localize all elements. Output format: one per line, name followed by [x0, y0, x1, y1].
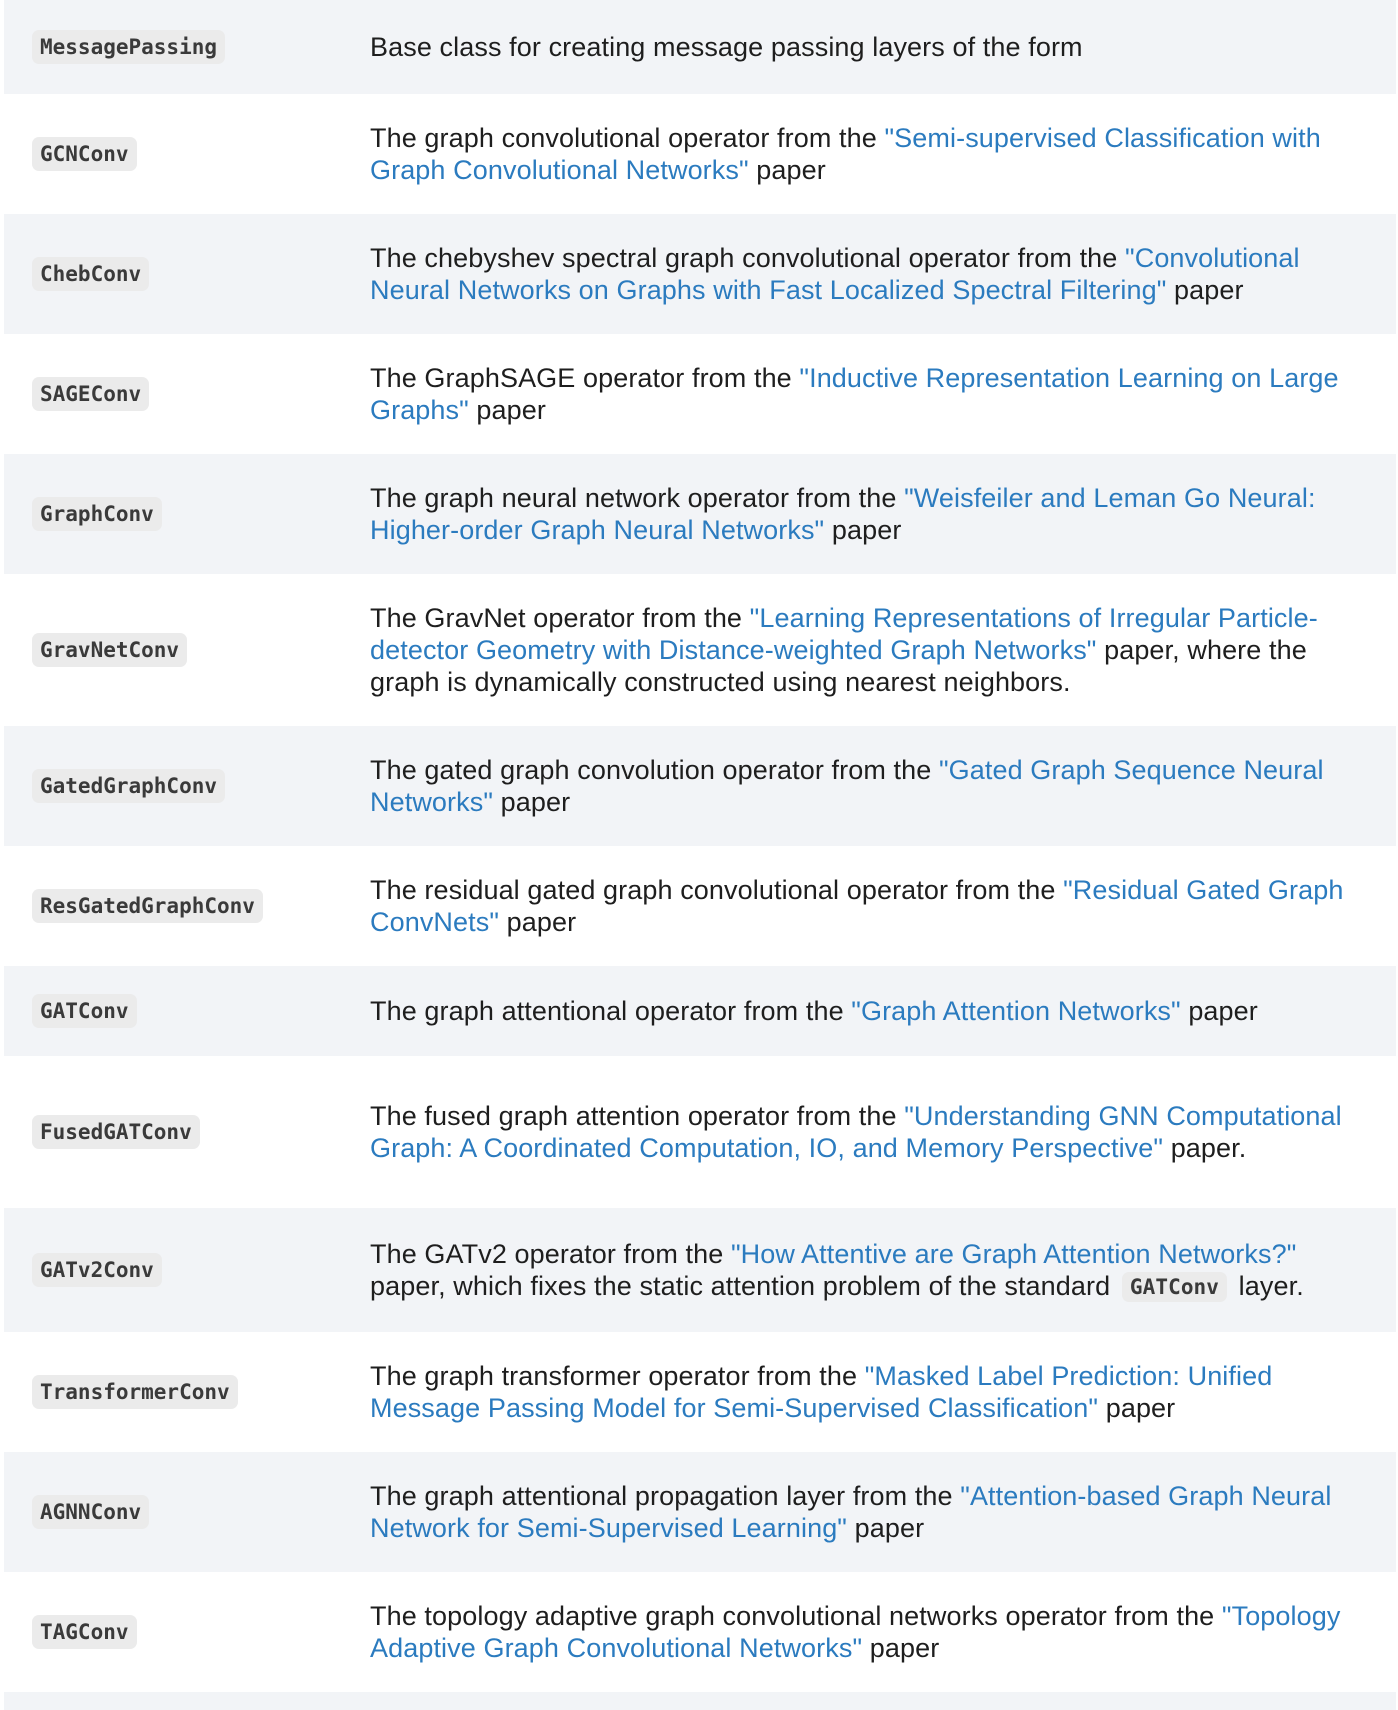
description-text: Base class for creating message passing layers of the form: [370, 32, 1083, 62]
description-suffix: paper, where the graph is dynamically constructed using nearest neighbors.: [370, 635, 1307, 697]
paper-link[interactable]: "Masked Label Prediction: Unified Message Passing Model for Semi-Supervised Classification": [370, 1361, 1273, 1423]
description-text: The gated graph convolution operator from the: [370, 755, 939, 785]
name-cell: [4, 257, 370, 291]
name-cell: [4, 889, 370, 923]
paper-link[interactable]: "Semi-supervised Classification with Graph Convolutional Networks": [370, 123, 1321, 185]
description-suffix: paper: [468, 395, 546, 425]
description-suffix: paper: [862, 1633, 940, 1663]
description-cell: [370, 1360, 1366, 1424]
class-name[interactable]: GATConv: [32, 994, 137, 1028]
name-cell: [4, 1615, 370, 1649]
paper-link[interactable]: "How Attentive are Graph Attention Networks?": [730, 1239, 1297, 1269]
description-suffix: paper, which fixes the static attention problem of the standard: [370, 1271, 1111, 1301]
class-name[interactable]: ResGatedGraphConv: [32, 889, 263, 923]
table-row: [4, 214, 1396, 334]
name-cell: [4, 1115, 370, 1149]
class-name[interactable]: GATv2Conv: [32, 1253, 162, 1287]
description-text: The chebyshev spectral graph convolutional operator from the: [370, 243, 1126, 273]
table-row: [4, 1572, 1396, 1692]
name-cell: [4, 769, 370, 803]
description-text: The graph neural network operator from the: [370, 483, 905, 513]
class-name[interactable]: GraphConv: [32, 497, 162, 531]
table-row: [4, 574, 1396, 726]
description-cell: [370, 31, 1366, 63]
description-text: The graph attentional propagation layer from the: [370, 1481, 961, 1511]
class-name[interactable]: GatedGraphConv: [32, 769, 225, 803]
paper-link[interactable]: "Attention-based Graph Neural Network for Semi-Supervised Learning": [370, 1481, 1332, 1543]
table-row: [4, 726, 1396, 846]
description-suffix: paper: [847, 1513, 925, 1543]
name-cell: [4, 1253, 370, 1287]
name-cell: [4, 1495, 370, 1529]
description-suffix: paper: [1098, 1393, 1176, 1423]
class-name[interactable]: GCNConv: [32, 137, 137, 171]
paper-link[interactable]: "Understanding GNN Computational Graph: A Coordinated Computation, IO, and Memory Perspective": [370, 1101, 1342, 1163]
class-name[interactable]: MessagePassing: [32, 30, 225, 64]
table-row: [4, 1332, 1396, 1452]
operator-table: [4, 0, 1396, 1710]
paper-link[interactable]: "Weisfeiler and Leman Go Neural: Higher-order Graph Neural Networks": [370, 483, 1316, 545]
description-cell: [370, 1238, 1366, 1302]
description-text: The GravNet operator from the: [370, 603, 750, 633]
class-name[interactable]: FusedGATConv: [32, 1115, 200, 1149]
name-cell: [4, 137, 370, 171]
class-name[interactable]: AGNNConv: [32, 1495, 149, 1529]
table-row: [4, 454, 1396, 574]
description-cell: [370, 754, 1366, 818]
description-suffix: paper: [1166, 275, 1244, 305]
class-name[interactable]: TAGConv: [32, 1615, 137, 1649]
description-suffix: paper: [493, 787, 571, 817]
paper-link[interactable]: "Graph Attention Networks": [851, 996, 1181, 1026]
description-cell: [370, 122, 1366, 186]
description-text: The graph transformer operator from the: [370, 1361, 865, 1391]
paper-link[interactable]: "Learning Representations of Irregular Particle-detector Geometry with Distance-weighted Graph Networks": [370, 603, 1318, 665]
description-cell: [370, 1600, 1366, 1664]
class-name[interactable]: TransformerConv: [32, 1375, 238, 1409]
name-cell: [4, 497, 370, 531]
paper-link[interactable]: "Gated Graph Sequence Neural Networks": [370, 755, 1324, 817]
description-cell: [370, 995, 1366, 1027]
description-cell: [370, 1480, 1366, 1544]
name-cell: [4, 377, 370, 411]
table-row: [4, 0, 1396, 94]
description-cell: [370, 874, 1366, 938]
paper-link[interactable]: "Convolutional Neural Networks on Graphs with Fast Localized Spectral Filtering": [370, 243, 1300, 305]
description-text: The GraphSAGE operator from the: [370, 363, 800, 393]
table-row: [4, 1056, 1396, 1208]
name-cell: [4, 994, 370, 1028]
description-cell: [370, 242, 1366, 306]
table-row: [4, 1208, 1396, 1332]
table-row: [4, 94, 1396, 214]
table-row: [4, 1452, 1396, 1572]
table-row: [4, 846, 1396, 966]
inline-code[interactable]: GATConv: [1122, 1272, 1227, 1302]
description-tail: layer.: [1238, 1271, 1304, 1301]
description-suffix: paper: [824, 515, 902, 545]
description-suffix: paper: [1180, 996, 1258, 1026]
description-suffix: paper: [499, 907, 577, 937]
class-name[interactable]: ChebConv: [32, 257, 149, 291]
table-row-partial: [4, 1692, 1396, 1710]
name-cell: [4, 30, 370, 64]
class-name[interactable]: GravNetConv: [32, 633, 187, 667]
description-text: The GATv2 operator from the: [370, 1239, 731, 1269]
description-suffix: paper.: [1163, 1133, 1247, 1163]
description-text: The fused graph attention operator from the: [370, 1101, 905, 1131]
description-cell: [370, 362, 1366, 426]
description-cell: [370, 1100, 1366, 1164]
name-cell: [4, 633, 370, 667]
description-cell: [370, 602, 1366, 698]
paper-link[interactable]: "Topology Adaptive Graph Convolutional Networks": [370, 1601, 1341, 1663]
table-row: [4, 334, 1396, 454]
name-cell: [4, 1375, 370, 1409]
description-text: The graph attentional operator from the: [370, 996, 852, 1026]
description-text: The residual gated graph convolutional operator from the: [370, 875, 1064, 905]
table-row: [4, 966, 1396, 1056]
paper-link[interactable]: "Residual Gated Graph ConvNets": [370, 875, 1344, 937]
class-name[interactable]: SAGEConv: [32, 377, 149, 411]
description-suffix: paper: [748, 155, 826, 185]
paper-link[interactable]: "Inductive Representation Learning on Large Graphs": [370, 363, 1339, 425]
description-cell: [370, 482, 1366, 546]
description-text: The topology adaptive graph convolutional networks operator from the: [370, 1601, 1222, 1631]
description-text: The graph convolutional operator from the: [370, 123, 885, 153]
